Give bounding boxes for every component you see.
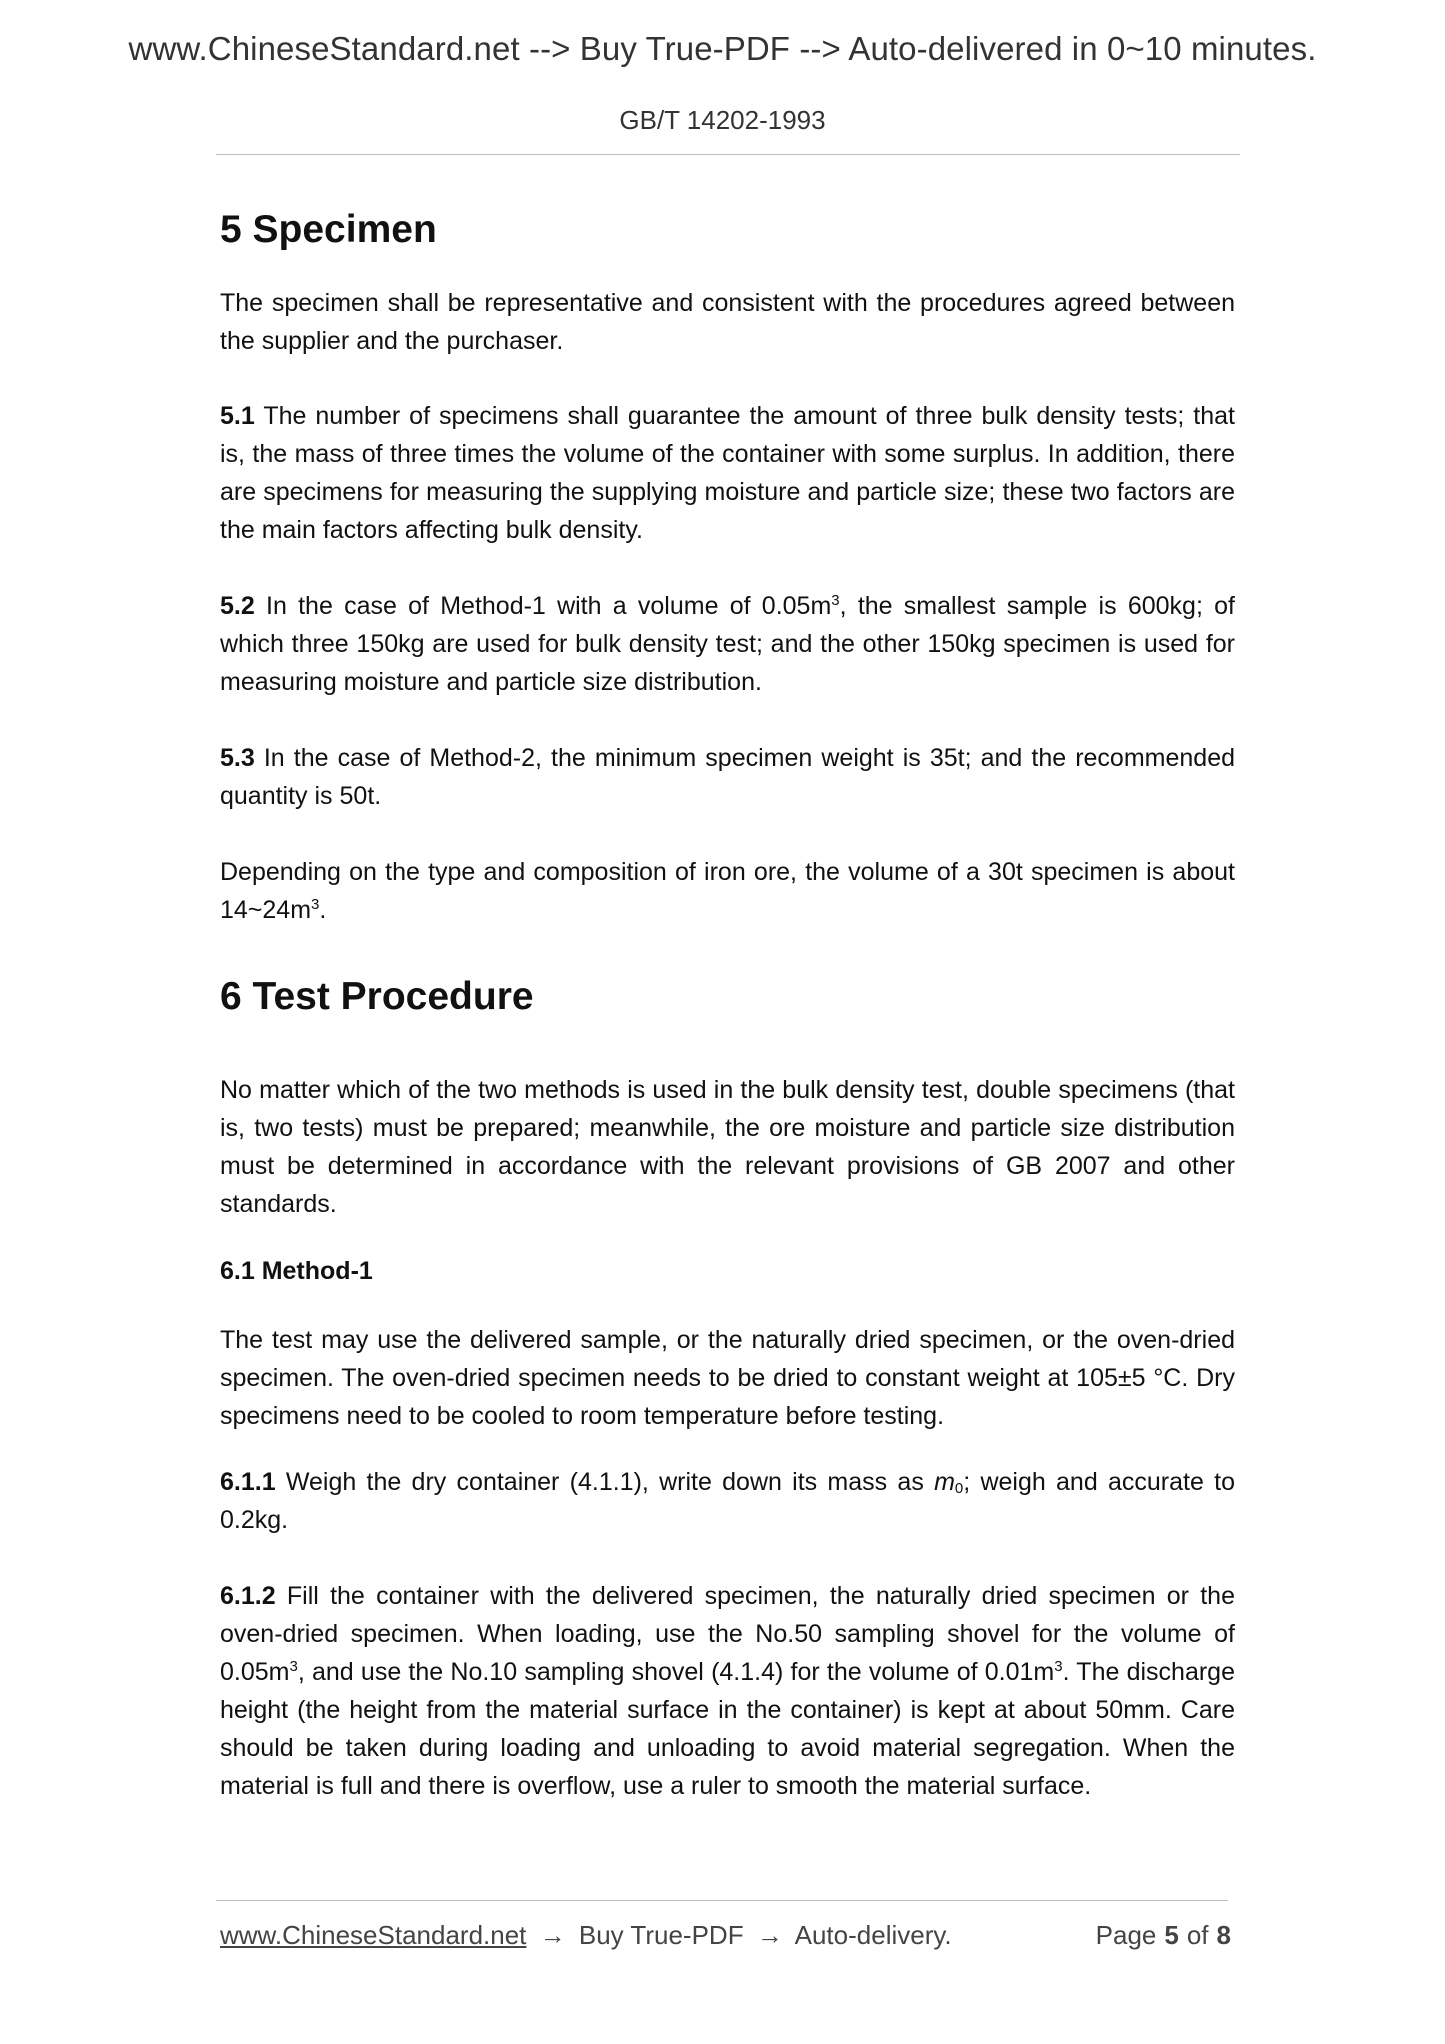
footer-buy-text: Buy True-PDF (578, 1920, 744, 1950)
subsection-6-1-heading: 6.1 Method-1 (220, 1257, 373, 1285)
superscript: 3 (831, 592, 840, 609)
paragraph-text: . The discharge height (the height from the material surface in the container) is kept at about 50mm. Care should be taken during loading and unloading to avoid material segregation. When the material is full and there is overflow, use a ruler to smooth the material surface. (220, 1658, 1235, 1800)
arrow-right-icon: → (539, 1920, 566, 1950)
superscript: 3 (289, 1658, 298, 1675)
clause-number: 5.2 (220, 592, 255, 620)
header-divider (216, 154, 1240, 155)
footer-site-link[interactable]: www.ChineseStandard.net (220, 1920, 527, 1950)
clause-number: 6.1.2 (220, 1582, 276, 1610)
paragraph-text: In the case of Method-1 with a volume of 0.05m (266, 592, 832, 620)
clause-number: 6.1.1 (220, 1468, 276, 1496)
paragraph-text: . (319, 896, 327, 924)
site-banner: www.ChineseStandard.net --> Buy True-PDF --> Auto-delivered in 0~10 minutes. (128, 30, 1317, 67)
page-current: 5 (1164, 1920, 1179, 1950)
paragraph-6-1-2 (220, 1577, 1235, 1805)
paragraph-5-2 (220, 587, 1235, 701)
clause-number: 5.3 (220, 744, 255, 772)
section-5-heading: 5 Specimen (220, 208, 437, 251)
superscript: 3 (1054, 1658, 1063, 1675)
subsection-6-1-text: The test may use the delivered sample, or the naturally dried specimen, or the oven-dried specimen. The oven-dried specimen needs to be dried to constant weight at 105±5 °C. Dry specimens need to be cooled to room temperature before testing. (220, 1326, 1235, 1430)
page-label: Page (1095, 1920, 1157, 1950)
paragraph-text: The number of specimens shall guarantee the amount of three bulk density tests; that is, the mass of three times the volume of the container with some surplus. In addition, there are specimens for measuring the supplying moisture and particle size; these two factors are the main factors affecting bulk density. (220, 402, 1236, 544)
section-6-heading: 6 Test Procedure (220, 975, 534, 1018)
superscript: 3 (311, 896, 320, 913)
paragraph-5-3 (220, 739, 1235, 815)
subscript: 0 (954, 1480, 964, 1497)
footer-divider (216, 1900, 1228, 1901)
of-label: of (1186, 1920, 1209, 1950)
page-indicator (1096, 1920, 1231, 1951)
paragraph-text: ; weigh and accurate to 0.2kg. (220, 1468, 1235, 1534)
section-6-intro: No matter which of the two methods is used in the bulk density test, double specimens (that is, two tests) must be prepared; meanwhile, the ore moisture and particle size distribution must be determined in accordance with the relevant provisions of GB 2007 and other standards. (220, 1076, 1235, 1218)
page-footer (220, 1920, 1235, 1951)
paragraph-text: In the case of Method-2, the minimum specimen weight is 35t; and the recommended quantity is 50t. (220, 744, 1235, 810)
paragraph-text: Weigh the dry container (4.1.1), write down its mass as (285, 1468, 935, 1496)
paragraph-text: Fill the container with the delivered specimen, the naturally dried specimen or the oven-dried specimen. When loading, use the No.50 sampling shovel for the volume of 0.05m (220, 1582, 1235, 1686)
paragraph-text: , and use the No.10 sampling shovel (4.1.4) for the volume of 0.01m (297, 1658, 1055, 1686)
paragraph-6-1-1 (220, 1463, 1235, 1539)
footer-delivery-text: Auto-delivery. (794, 1920, 952, 1950)
clause-number: 5.1 (220, 402, 255, 430)
paragraph-5-1 (220, 397, 1235, 549)
paragraph-text: Depending on the type and composition of iron ore, the volume of a 30t specimen is about 14~24m (220, 858, 1235, 924)
arrow-right-icon: → (756, 1920, 783, 1950)
page-total: 8 (1216, 1920, 1231, 1950)
document-id: GB/T 14202-1993 (619, 105, 826, 135)
paragraph-text: , the smallest sample is 600kg; of which three 150kg are used for bulk density test; and the other 150kg specimen is used for measuring moisture and particle size distribution. (220, 592, 1235, 696)
variable: m (934, 1468, 955, 1496)
section-5-intro: The specimen shall be representative and consistent with the procedures agreed between the supplier and the purchaser. (220, 289, 1235, 355)
paragraph-5-4 (220, 853, 1235, 929)
